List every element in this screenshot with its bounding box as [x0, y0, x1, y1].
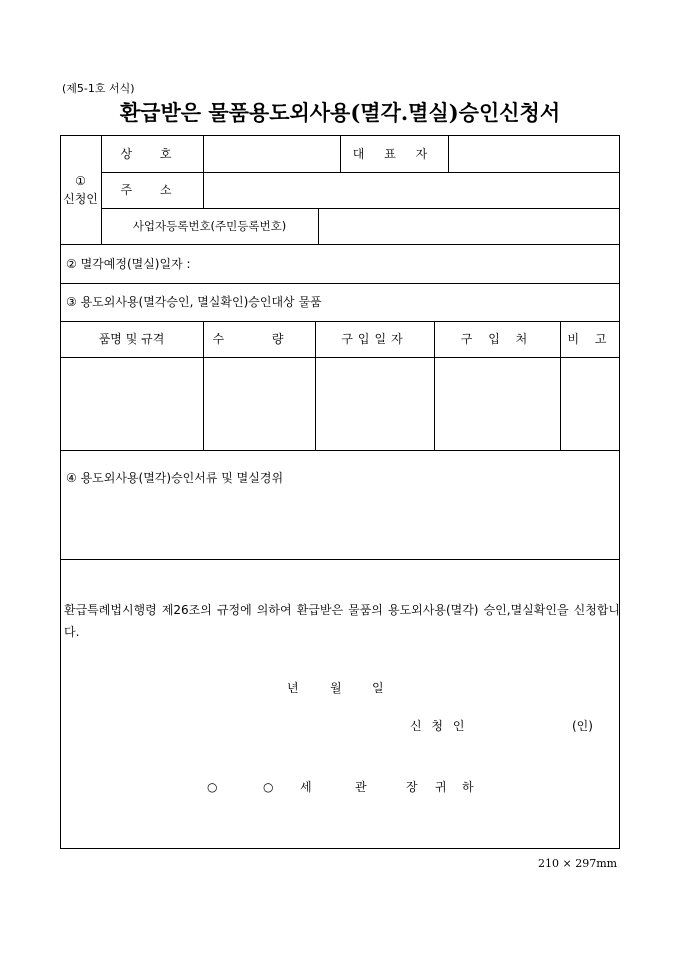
addressee-char: ○: [263, 780, 274, 794]
company-name-label: 상 호: [120, 147, 184, 161]
section-number: ①: [75, 174, 86, 188]
date-month-label: 월: [330, 681, 342, 695]
paper-size: 210 × 297mm: [538, 857, 618, 870]
form-number: (제5-1호 서식): [62, 82, 135, 95]
divider: [60, 244, 620, 245]
divider: [60, 450, 620, 451]
column-header-quantity: 수 량: [212, 332, 306, 346]
divider: [101, 208, 620, 209]
addressee-char: 세: [300, 780, 312, 794]
divider: [60, 559, 620, 560]
business-registration-label: 사업자등록번호(주민등록번호): [132, 219, 287, 233]
scheduled-date-label: ② 멸각예정(멸실)일자 :: [66, 257, 191, 271]
column-header-purchase-date: 구입일자: [341, 332, 408, 346]
applicant-sign-label: 신 청 인: [410, 719, 468, 733]
addressee-char: 장: [406, 780, 418, 794]
addressee-char: 귀: [435, 780, 447, 794]
divider: [60, 283, 620, 284]
divider: [60, 321, 620, 322]
divider: [318, 208, 319, 244]
divider: [203, 135, 204, 208]
date-day-label: 일: [372, 681, 384, 695]
seal-label: (인): [572, 719, 593, 733]
column-header-remarks: 비 고: [567, 332, 613, 346]
column-header-item-spec: 품명 및 규격: [98, 332, 165, 346]
addressee-char: 관: [355, 780, 367, 794]
document-title: 환급받은 물품용도외사용(멸각.멸실)승인신청서: [119, 100, 561, 125]
date-year-label: 년: [287, 681, 299, 695]
divider: [448, 135, 449, 172]
column-header-supplier: 구 입 처: [460, 332, 534, 346]
addressee-char: 하: [462, 780, 474, 794]
application-form: [60, 135, 620, 849]
address-label: 주 소: [120, 183, 184, 197]
divider: [101, 172, 620, 173]
addressee-char: ○: [207, 780, 218, 794]
representative-label: 대 표 자: [352, 147, 436, 161]
application-statement: 환급특례법시행령 제26조의 규정에 의하여 환급받은 물품의 용도외사용(멸각) 승인,멸실확인을 신청합니다.: [64, 603, 620, 639]
divider: [60, 357, 620, 358]
docs-section-label: ④ 용도외사용(멸각)승인서류 및 멸실경위: [66, 471, 284, 485]
items-section-label: ③ 용도외사용(멸각승인, 멸실확인)승인대상 물품: [66, 295, 322, 309]
applicant-label: 신청인: [63, 192, 98, 206]
